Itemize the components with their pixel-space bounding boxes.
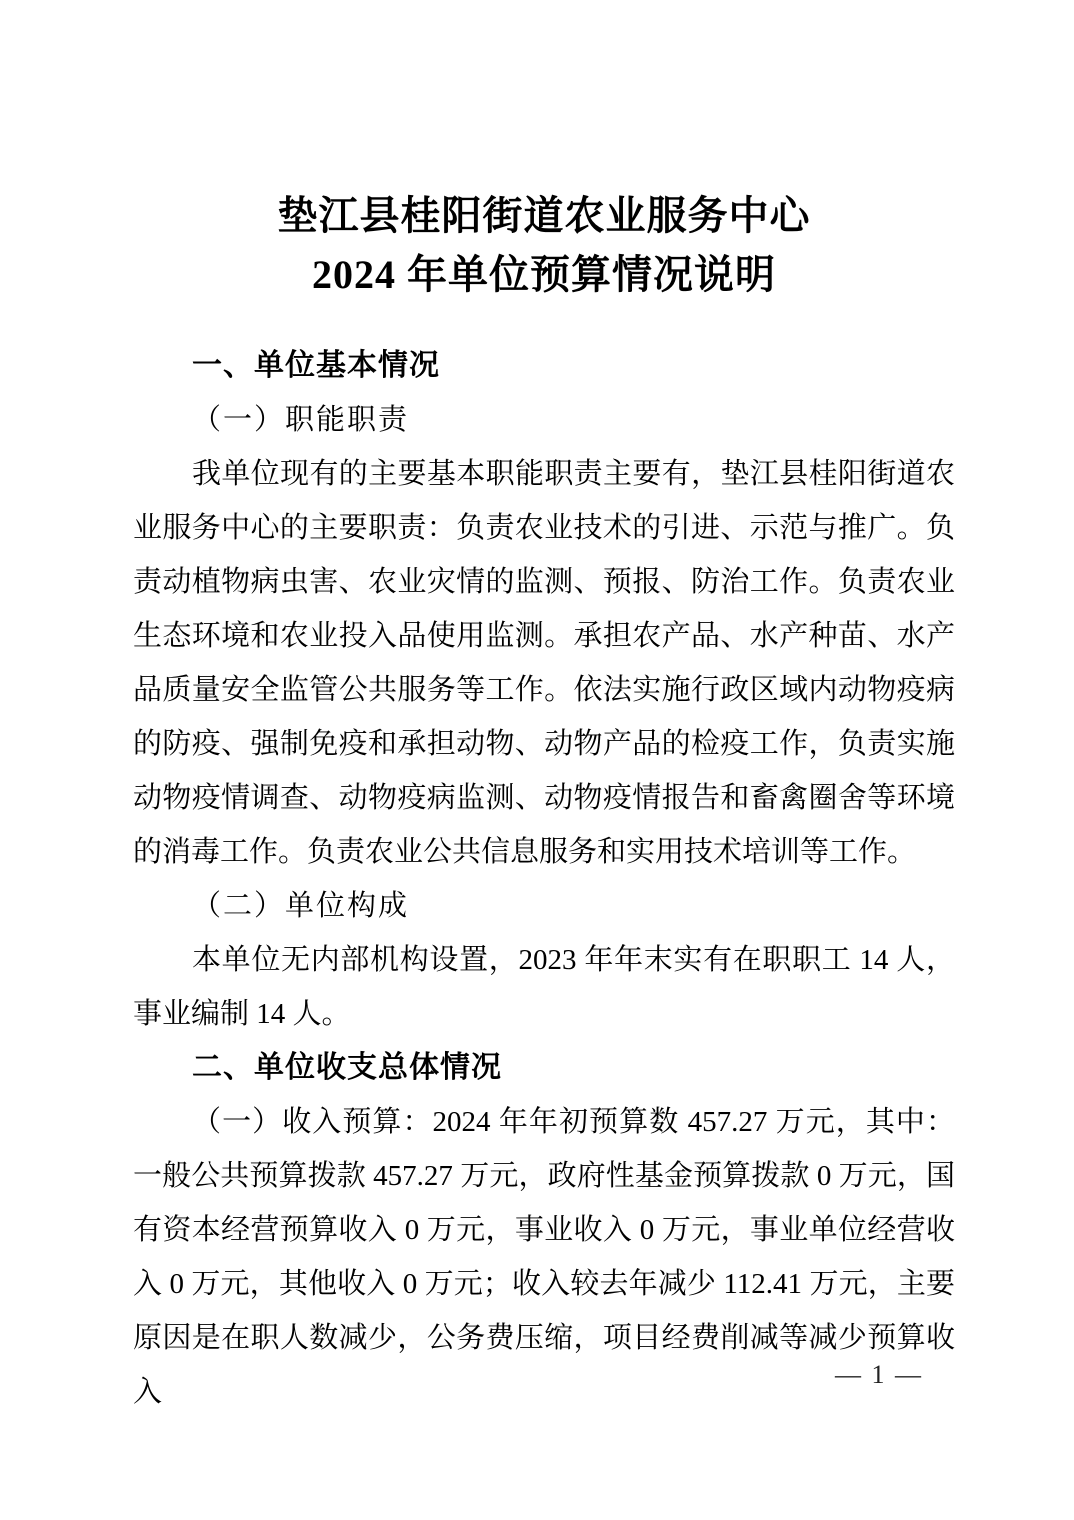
document-title [133, 0, 955, 304]
subsection-heading-functions-duties: （一）职能职责 [192, 404, 410, 436]
section-heading-revenue-expenditure-overview: 二、单位收支总体情况 [192, 1051, 502, 1084]
document-title-line-2: 2024 年单位预算情况说明 [312, 252, 776, 297]
paragraph-unit-composition: 本单位无内部机构设置，2023 年年末实有在职职工 14 人，事业编制 14 人。 [133, 944, 955, 1030]
page-number: — 1 — [835, 1360, 923, 1389]
subsection-heading-unit-composition: （二）单位构成 [192, 890, 410, 922]
document-title-line-1: 垫江县桂阳街道农业服务中心 [277, 193, 811, 238]
section-heading-unit-basic-info: 一、单位基本情况 [192, 349, 440, 382]
paragraph-functions-duties: 我单位现有的主要基本职能职责主要有，垫江县桂阳街道农业服务中心的主要职责：负责农业技术的引进、示范与推广。负责动植物病虫害、农业灾情的监测、预报、防治工作。负责农业生态环境和农业投入品使用监测。承担农产品、水产种苗、水产品质量安全监管公共服务等工作。依法实施行政区域内动物疫病的防疫、强制免疫和承担动物、动物产品的检疫工作，负责实施动物疫情调查、动物疫病监测、动物疫情报告和畜禽圈舍等环境的消毒工作。负责农业公共信息服务和实用技术培训等工作。 [133, 458, 955, 868]
paragraph-income-budget: （一）收入预算：2024 年年初预算数 457.27 万元，其中：一般公共预算拨款 457.27 万元，政府性基金预算拨款 0 万元，国有资本经营预算收入 0 万元，事业收入 0 万元，事业单位经营收入 0 万元，其他收入 0 万元；收入较去年减少 112.41 万元，主要原因是在职人数减少，公务费压缩，项目经费削减等减少预算收入 [133, 1106, 955, 1408]
document-content [133, 0, 955, 1419]
